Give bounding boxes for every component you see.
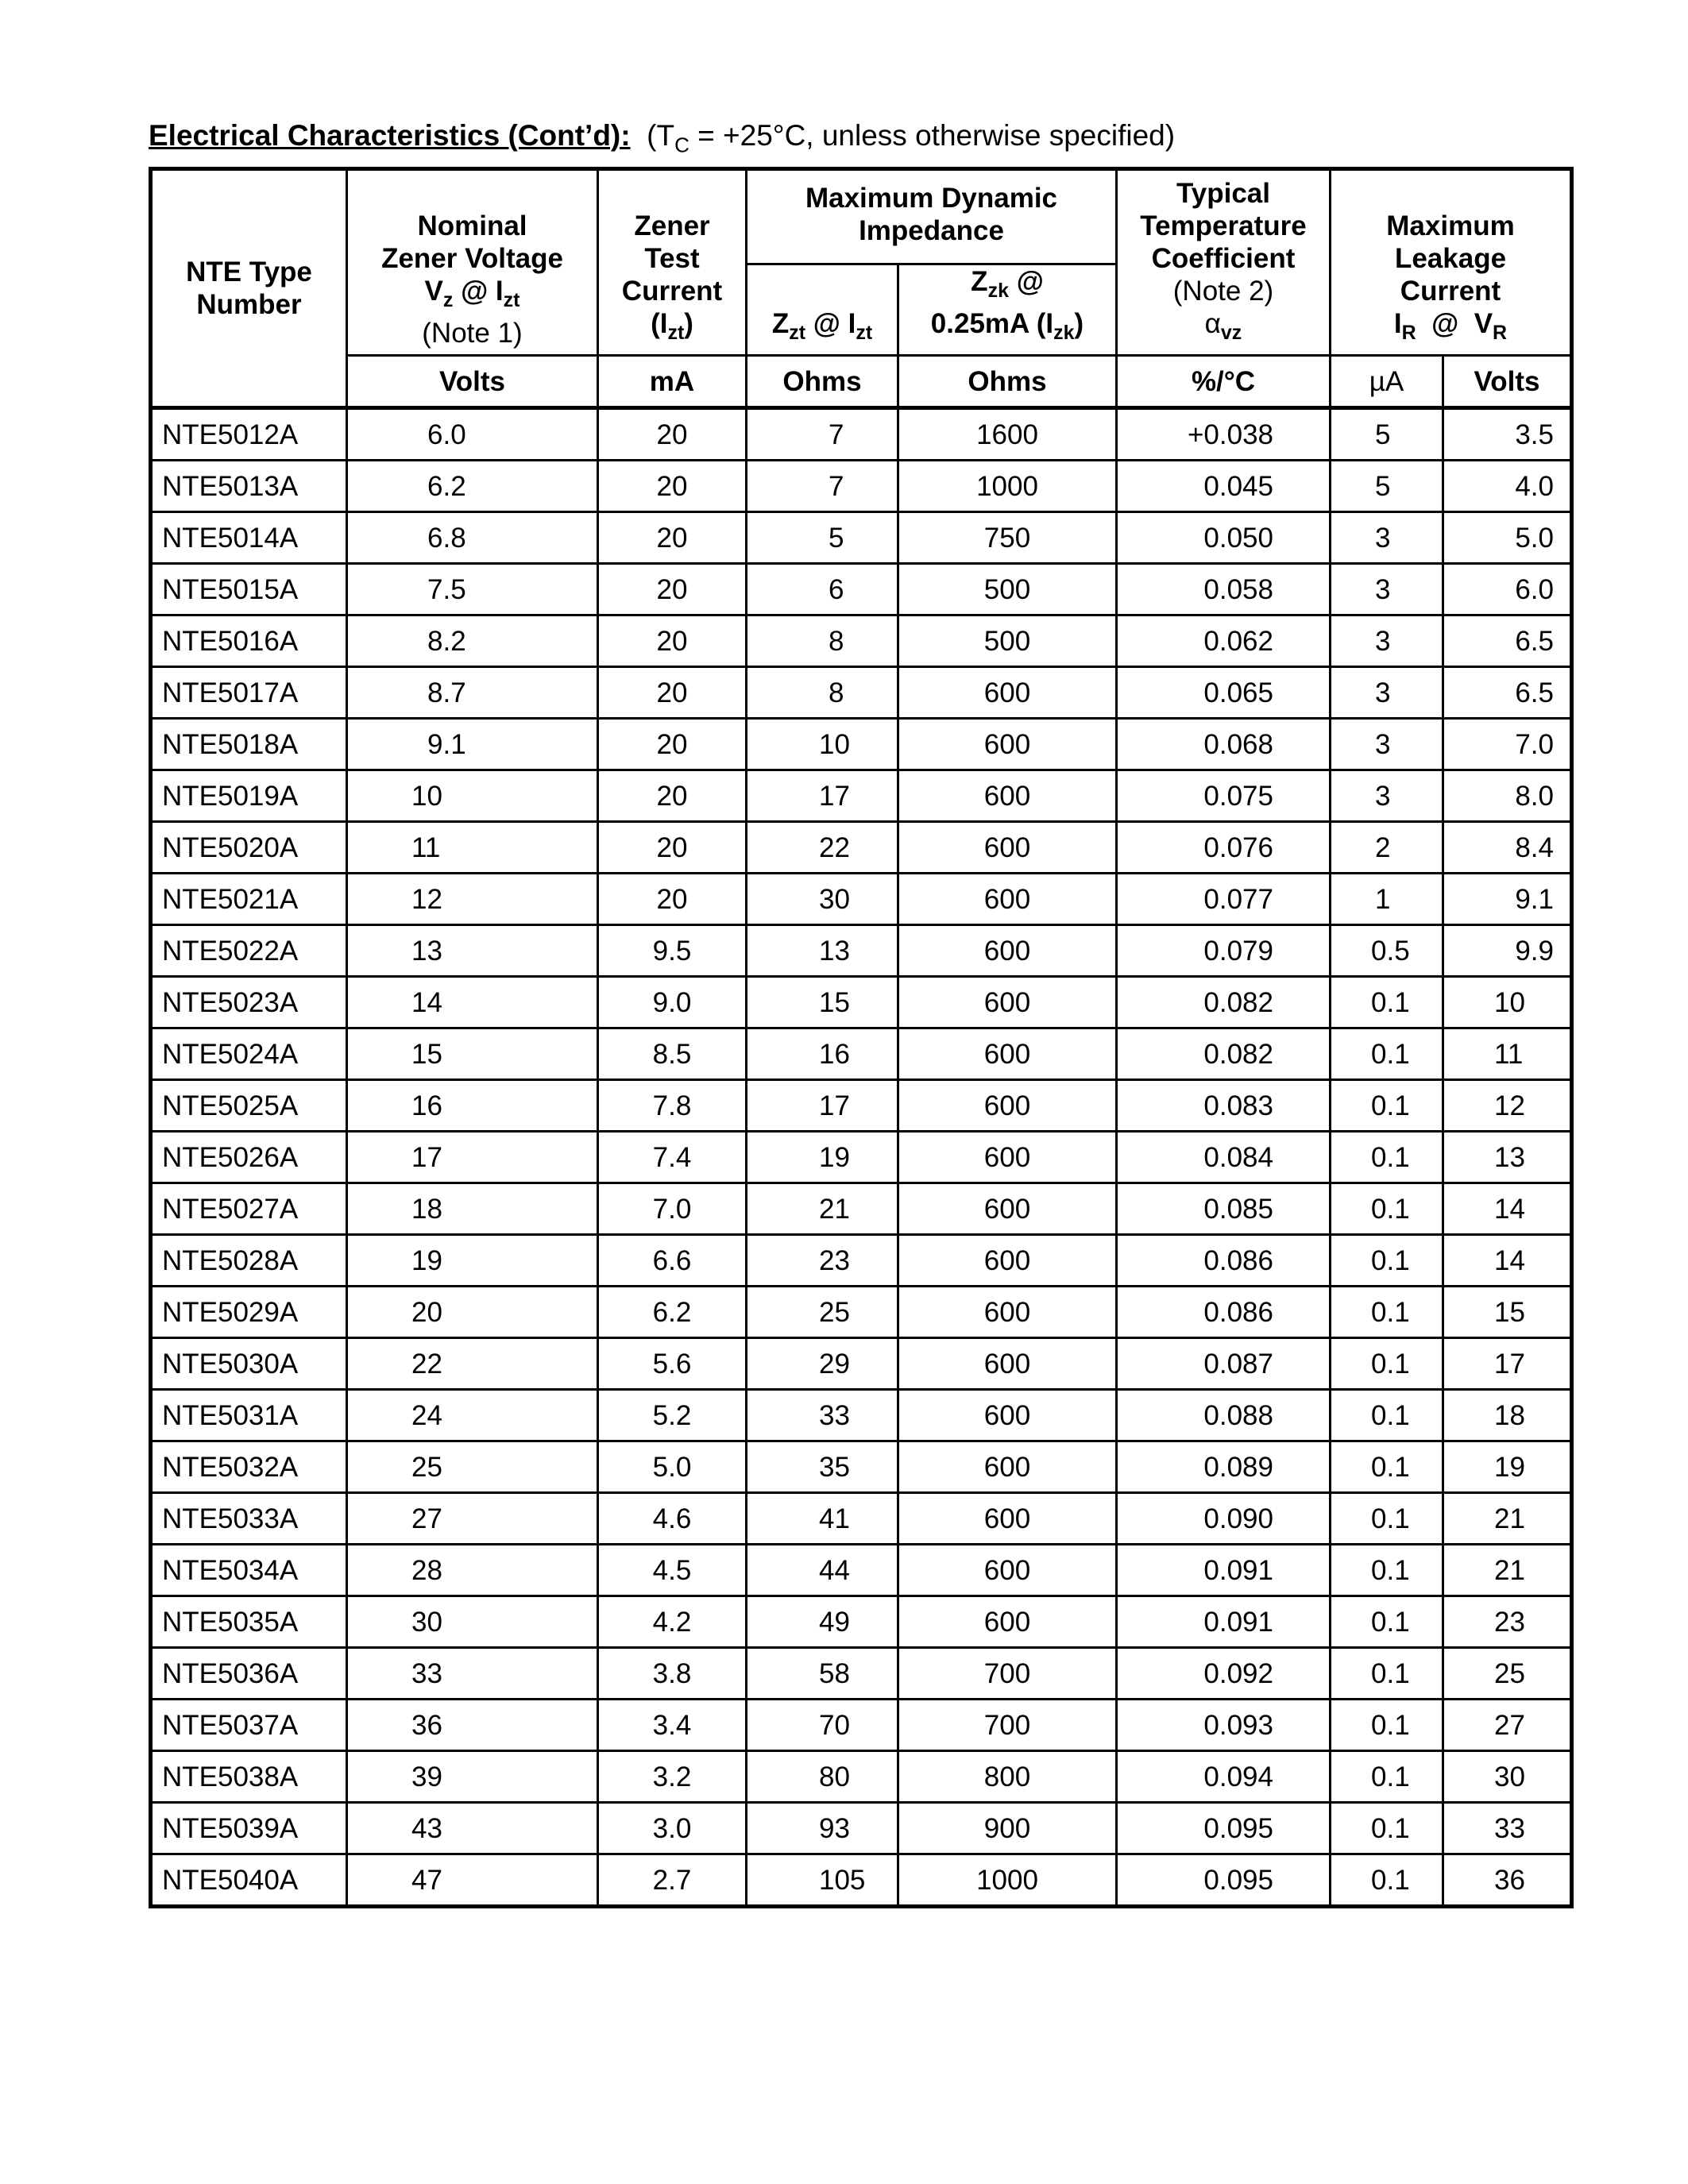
reverse-voltage-cell: 5.0 xyxy=(1443,512,1572,564)
zzt-cell: 21 xyxy=(747,1183,898,1235)
zener-voltage-cell: 24 xyxy=(347,1390,598,1441)
zzk-cell: 600 xyxy=(898,977,1117,1028)
zzt-cell: 17 xyxy=(747,770,898,822)
reverse-voltage-cell: 17 xyxy=(1443,1338,1572,1390)
zzt-cell: 7 xyxy=(747,461,898,512)
temp-coefficient-cell: 0.045 xyxy=(1117,461,1331,512)
table-row xyxy=(151,977,1572,1028)
zzk-cell: 600 xyxy=(898,1183,1117,1235)
unit-ohms: Ohms xyxy=(898,356,1117,408)
zzt-cell: 16 xyxy=(747,1028,898,1080)
header-max-dynamic-impedance: Maximum Dynamic Impedance xyxy=(747,169,1117,264)
zzk-cell: 600 xyxy=(898,1338,1117,1390)
type-number-cell: NTE5030A xyxy=(151,1338,347,1390)
type-number-cell: NTE5016A xyxy=(151,615,347,667)
zener-voltage-cell: 9.1 xyxy=(347,719,598,770)
reverse-voltage-cell: 4.0 xyxy=(1443,461,1572,512)
test-current-cell: 20 xyxy=(598,667,747,719)
leakage-current-cell: 1 xyxy=(1331,874,1443,925)
type-number-cell: NTE5022A xyxy=(151,925,347,977)
zzk-cell: 600 xyxy=(898,1596,1117,1648)
zzk-cell: 600 xyxy=(898,770,1117,822)
unit-volts: Volts xyxy=(347,356,598,408)
zzk-cell: 600 xyxy=(898,1493,1117,1545)
electrical-characteristics-table xyxy=(149,167,1574,1908)
reverse-voltage-cell: 8.4 xyxy=(1443,822,1572,874)
section-heading: Electrical Characteristics (Cont’d): xyxy=(149,119,631,152)
table-row xyxy=(151,1596,1572,1648)
leakage-current-cell: 0.1 xyxy=(1331,1493,1443,1545)
type-number-cell: NTE5017A xyxy=(151,667,347,719)
temp-coefficient-cell: 0.084 xyxy=(1117,1132,1331,1183)
reverse-voltage-cell: 8.0 xyxy=(1443,770,1572,822)
table-row xyxy=(151,1441,1572,1493)
table-row xyxy=(151,1338,1572,1390)
reverse-voltage-cell: 3.5 xyxy=(1443,408,1572,461)
temp-coefficient-cell: 0.050 xyxy=(1117,512,1331,564)
zener-voltage-cell: 33 xyxy=(347,1648,598,1700)
reverse-voltage-cell: 33 xyxy=(1443,1803,1572,1854)
leakage-current-cell: 3 xyxy=(1331,667,1443,719)
zener-voltage-cell: 36 xyxy=(347,1700,598,1751)
test-current-cell: 3.8 xyxy=(598,1648,747,1700)
type-number-cell: NTE5021A xyxy=(151,874,347,925)
table-row xyxy=(151,1751,1572,1803)
test-current-cell: 20 xyxy=(598,719,747,770)
leakage-current-cell: 3 xyxy=(1331,512,1443,564)
type-number-cell: NTE5027A xyxy=(151,1183,347,1235)
zzk-cell: 600 xyxy=(898,925,1117,977)
type-number-cell: NTE5012A xyxy=(151,408,347,461)
test-current-cell: 5.0 xyxy=(598,1441,747,1493)
test-current-cell: 20 xyxy=(598,564,747,615)
test-current-cell: 6.6 xyxy=(598,1235,747,1287)
zzt-cell: 33 xyxy=(747,1390,898,1441)
zzt-cell: 44 xyxy=(747,1545,898,1596)
zzt-cell: 15 xyxy=(747,977,898,1028)
reverse-voltage-cell: 14 xyxy=(1443,1183,1572,1235)
leakage-current-cell: 3 xyxy=(1331,770,1443,822)
table-row xyxy=(151,667,1572,719)
zzt-cell: 7 xyxy=(747,408,898,461)
type-number-cell: NTE5029A xyxy=(151,1287,347,1338)
test-current-cell: 3.4 xyxy=(598,1700,747,1751)
zener-voltage-cell: 30 xyxy=(347,1596,598,1648)
leakage-current-cell: 5 xyxy=(1331,461,1443,512)
reverse-voltage-cell: 36 xyxy=(1443,1854,1572,1907)
zzk-cell: 700 xyxy=(898,1648,1117,1700)
zzt-cell: 13 xyxy=(747,925,898,977)
zzt-cell: 8 xyxy=(747,667,898,719)
temp-coefficient-cell: 0.058 xyxy=(1117,564,1331,615)
leakage-current-cell: 0.1 xyxy=(1331,1648,1443,1700)
temp-coefficient-cell: 0.092 xyxy=(1117,1648,1331,1700)
zzk-cell: 1000 xyxy=(898,461,1117,512)
zener-voltage-cell: 19 xyxy=(347,1235,598,1287)
temp-coefficient-cell: 0.082 xyxy=(1117,977,1331,1028)
temp-coefficient-cell: 0.090 xyxy=(1117,1493,1331,1545)
zzt-cell: 35 xyxy=(747,1441,898,1493)
reverse-voltage-cell: 21 xyxy=(1443,1493,1572,1545)
type-number-cell: NTE5026A xyxy=(151,1132,347,1183)
type-number-cell: NTE5038A xyxy=(151,1751,347,1803)
zzk-cell: 600 xyxy=(898,874,1117,925)
reverse-voltage-cell: 6.5 xyxy=(1443,667,1572,719)
table-row xyxy=(151,874,1572,925)
zener-voltage-cell: 6.0 xyxy=(347,408,598,461)
zzk-cell: 1000 xyxy=(898,1854,1117,1907)
leakage-current-cell: 0.1 xyxy=(1331,1545,1443,1596)
type-number-cell: NTE5033A xyxy=(151,1493,347,1545)
reverse-voltage-cell: 9.1 xyxy=(1443,874,1572,925)
test-current-cell: 3.2 xyxy=(598,1751,747,1803)
zzk-cell: 500 xyxy=(898,615,1117,667)
zener-voltage-cell: 11 xyxy=(347,822,598,874)
table-row xyxy=(151,461,1572,512)
zzt-cell: 23 xyxy=(747,1235,898,1287)
reverse-voltage-cell: 30 xyxy=(1443,1751,1572,1803)
leakage-current-cell: 0.1 xyxy=(1331,1803,1443,1854)
reverse-voltage-cell: 27 xyxy=(1443,1700,1572,1751)
unit-ma: mA xyxy=(598,356,747,408)
zzt-cell: 49 xyxy=(747,1596,898,1648)
zener-voltage-cell: 18 xyxy=(347,1183,598,1235)
temp-coefficient-cell: +0.038 xyxy=(1117,408,1331,461)
temp-coefficient-cell: 0.082 xyxy=(1117,1028,1331,1080)
zener-voltage-cell: 10 xyxy=(347,770,598,822)
leakage-current-cell: 2 xyxy=(1331,822,1443,874)
zzt-cell: 17 xyxy=(747,1080,898,1132)
table-row xyxy=(151,770,1572,822)
temp-coefficient-cell: 0.087 xyxy=(1117,1338,1331,1390)
type-number-cell: NTE5028A xyxy=(151,1235,347,1287)
reverse-voltage-cell: 10 xyxy=(1443,977,1572,1028)
table-row xyxy=(151,822,1572,874)
type-number-cell: NTE5024A xyxy=(151,1028,347,1080)
zzk-cell: 1600 xyxy=(898,408,1117,461)
reverse-voltage-cell: 18 xyxy=(1443,1390,1572,1441)
zzk-cell: 600 xyxy=(898,1028,1117,1080)
leakage-current-cell: 0.1 xyxy=(1331,1080,1443,1132)
zener-voltage-cell: 12 xyxy=(347,874,598,925)
temp-coefficient-cell: 0.083 xyxy=(1117,1080,1331,1132)
type-number-cell: NTE5032A xyxy=(151,1441,347,1493)
type-number-cell: NTE5031A xyxy=(151,1390,347,1441)
zener-voltage-cell: 22 xyxy=(347,1338,598,1390)
header-type-number: NTE Type Number xyxy=(151,169,347,408)
test-current-cell: 20 xyxy=(598,822,747,874)
temp-coefficient-cell: 0.088 xyxy=(1117,1390,1331,1441)
reverse-voltage-cell: 25 xyxy=(1443,1648,1572,1700)
zzk-cell: 600 xyxy=(898,1080,1117,1132)
test-current-cell: 5.2 xyxy=(598,1390,747,1441)
header-zzk: $Z_{zk}$ @ 0.25mA $(I_{zk})$ xyxy=(898,264,1117,356)
leakage-current-cell: 0.5 xyxy=(1331,925,1443,977)
zzk-cell: 600 xyxy=(898,822,1117,874)
zener-voltage-cell: 7.5 xyxy=(347,564,598,615)
zzk-cell: 600 xyxy=(898,1235,1117,1287)
temp-coefficient-cell: 0.077 xyxy=(1117,874,1331,925)
zzk-cell: 600 xyxy=(898,1132,1117,1183)
temp-coefficient-cell: 0.093 xyxy=(1117,1700,1331,1751)
type-number-cell: NTE5018A xyxy=(151,719,347,770)
zzk-cell: 600 xyxy=(898,719,1117,770)
temp-coefficient-cell: 0.095 xyxy=(1117,1854,1331,1907)
test-current-cell: 3.0 xyxy=(598,1803,747,1854)
zzt-cell: 105 xyxy=(747,1854,898,1907)
table-row xyxy=(151,1545,1572,1596)
zzt-cell: 10 xyxy=(747,719,898,770)
table-row xyxy=(151,615,1572,667)
table-row xyxy=(151,1183,1572,1235)
type-number-cell: NTE5040A xyxy=(151,1854,347,1907)
zzk-cell: 600 xyxy=(898,1441,1117,1493)
leakage-current-cell: 0.1 xyxy=(1331,1287,1443,1338)
header-max-leakage-current: Maximum Leakage Current $I_R$ @ $V_R$ xyxy=(1331,169,1572,356)
table-row xyxy=(151,1803,1572,1854)
type-number-cell: NTE5034A xyxy=(151,1545,347,1596)
temp-coefficient-cell: 0.085 xyxy=(1117,1183,1331,1235)
temp-coefficient-cell: 0.091 xyxy=(1117,1545,1331,1596)
type-number-cell: NTE5013A xyxy=(151,461,347,512)
temp-coefficient-cell: 0.095 xyxy=(1117,1803,1331,1854)
zzk-cell: 750 xyxy=(898,512,1117,564)
test-current-cell: 8.5 xyxy=(598,1028,747,1080)
table-row xyxy=(151,1235,1572,1287)
test-current-cell: 5.6 xyxy=(598,1338,747,1390)
table-row xyxy=(151,1854,1572,1907)
temp-coefficient-cell: 0.075 xyxy=(1117,770,1331,822)
zzt-cell: 58 xyxy=(747,1648,898,1700)
zzt-cell: 29 xyxy=(747,1338,898,1390)
type-number-cell: NTE5014A xyxy=(151,512,347,564)
reverse-voltage-cell: 13 xyxy=(1443,1132,1572,1183)
zener-voltage-cell: 8.2 xyxy=(347,615,598,667)
table-row xyxy=(151,1028,1572,1080)
type-number-cell: NTE5015A xyxy=(151,564,347,615)
zener-voltage-cell: 25 xyxy=(347,1441,598,1493)
leakage-current-cell: 0.1 xyxy=(1331,1751,1443,1803)
type-number-cell: NTE5039A xyxy=(151,1803,347,1854)
unit-ohms: Ohms xyxy=(747,356,898,408)
section-title xyxy=(149,119,1175,157)
leakage-current-cell: 0.1 xyxy=(1331,1596,1443,1648)
temp-coefficient-cell: 0.091 xyxy=(1117,1596,1331,1648)
table-row xyxy=(151,1648,1572,1700)
table-row xyxy=(151,719,1572,770)
type-number-cell: NTE5035A xyxy=(151,1596,347,1648)
zzt-cell: 5 xyxy=(747,512,898,564)
leakage-current-cell: 0.1 xyxy=(1331,1441,1443,1493)
test-current-cell: 20 xyxy=(598,874,747,925)
zener-voltage-cell: 6.8 xyxy=(347,512,598,564)
reverse-voltage-cell: 6.0 xyxy=(1443,564,1572,615)
temp-coefficient-cell: 0.079 xyxy=(1117,925,1331,977)
zener-voltage-cell: 8.7 xyxy=(347,667,598,719)
zener-voltage-cell: 27 xyxy=(347,1493,598,1545)
test-current-cell: 4.5 xyxy=(598,1545,747,1596)
table-row xyxy=(151,1132,1572,1183)
test-current-cell: 6.2 xyxy=(598,1287,747,1338)
unit-microamp: µA xyxy=(1331,356,1443,408)
zener-voltage-cell: 16 xyxy=(347,1080,598,1132)
table-row xyxy=(151,1390,1572,1441)
zzt-cell: 70 xyxy=(747,1700,898,1751)
leakage-current-cell: 0.1 xyxy=(1331,1028,1443,1080)
header-nominal-zener-voltage: Nominal Zener Voltage $V_z$ @ $I_{zt}$ (Note 1) xyxy=(347,169,598,356)
reverse-voltage-cell: 23 xyxy=(1443,1596,1572,1648)
leakage-current-cell: 0.1 xyxy=(1331,1235,1443,1287)
table-row xyxy=(151,564,1572,615)
reverse-voltage-cell: 15 xyxy=(1443,1287,1572,1338)
leakage-current-cell: 0.1 xyxy=(1331,1700,1443,1751)
header-temperature-coefficient: Typical Temperature Coefficient (Note 2) $\alpha_{vz}$ xyxy=(1117,169,1331,356)
zzk-cell: 600 xyxy=(898,1545,1117,1596)
zzk-cell: 800 xyxy=(898,1751,1117,1803)
zener-voltage-cell: 14 xyxy=(347,977,598,1028)
type-number-cell: NTE5036A xyxy=(151,1648,347,1700)
zzt-cell: 30 xyxy=(747,874,898,925)
temp-coefficient-cell: 0.086 xyxy=(1117,1235,1331,1287)
test-current-cell: 9.5 xyxy=(598,925,747,977)
leakage-current-cell: 3 xyxy=(1331,719,1443,770)
zzt-cell: 80 xyxy=(747,1751,898,1803)
test-current-cell: 20 xyxy=(598,408,747,461)
zzt-cell: 8 xyxy=(747,615,898,667)
reverse-voltage-cell: 14 xyxy=(1443,1235,1572,1287)
table-row xyxy=(151,1700,1572,1751)
test-current-cell: 20 xyxy=(598,461,747,512)
temp-coefficient-cell: 0.062 xyxy=(1117,615,1331,667)
table-row xyxy=(151,408,1572,461)
zzt-cell: 6 xyxy=(747,564,898,615)
zener-voltage-cell: 43 xyxy=(347,1803,598,1854)
test-condition: ($T_C = +25^\circ C$, unless otherwise specified) xyxy=(647,119,1176,157)
zzk-cell: 600 xyxy=(898,1287,1117,1338)
leakage-current-cell: 0.1 xyxy=(1331,1183,1443,1235)
leakage-current-cell: 3 xyxy=(1331,615,1443,667)
test-current-cell: 7.0 xyxy=(598,1183,747,1235)
zzk-cell: 600 xyxy=(898,1390,1117,1441)
table-row xyxy=(151,1493,1572,1545)
type-number-cell: NTE5023A xyxy=(151,977,347,1028)
temp-coefficient-cell: 0.068 xyxy=(1117,719,1331,770)
temp-coefficient-cell: 0.076 xyxy=(1117,822,1331,874)
reverse-voltage-cell: 11 xyxy=(1443,1028,1572,1080)
leakage-current-cell: 3 xyxy=(1331,564,1443,615)
test-current-cell: 4.6 xyxy=(598,1493,747,1545)
test-current-cell: 4.2 xyxy=(598,1596,747,1648)
type-number-cell: NTE5037A xyxy=(151,1700,347,1751)
type-number-cell: NTE5019A xyxy=(151,770,347,822)
header-zener-test-current: Zener Test Current $(I_{zt})$ xyxy=(598,169,747,356)
table-row xyxy=(151,1287,1572,1338)
reverse-voltage-cell: 9.9 xyxy=(1443,925,1572,977)
temp-coefficient-cell: 0.086 xyxy=(1117,1287,1331,1338)
type-number-cell: NTE5025A xyxy=(151,1080,347,1132)
reverse-voltage-cell: 7.0 xyxy=(1443,719,1572,770)
header-zzt: $Z_{zt}$ @ $I_{zt}$ xyxy=(747,264,898,356)
test-current-cell: 20 xyxy=(598,512,747,564)
table-row xyxy=(151,925,1572,977)
zzk-cell: 700 xyxy=(898,1700,1117,1751)
reverse-voltage-cell: 6.5 xyxy=(1443,615,1572,667)
type-number-cell: NTE5020A xyxy=(151,822,347,874)
leakage-current-cell: 0.1 xyxy=(1331,1854,1443,1907)
unit-volts: Volts xyxy=(1443,356,1572,408)
zzt-cell: 22 xyxy=(747,822,898,874)
test-current-cell: 20 xyxy=(598,615,747,667)
leakage-current-cell: 0.1 xyxy=(1331,1132,1443,1183)
test-current-cell: 9.0 xyxy=(598,977,747,1028)
zener-voltage-cell: 28 xyxy=(347,1545,598,1596)
table-body xyxy=(151,408,1572,1907)
zzk-cell: 600 xyxy=(898,667,1117,719)
zzt-cell: 41 xyxy=(747,1493,898,1545)
zzt-cell: 25 xyxy=(747,1287,898,1338)
table-row xyxy=(151,512,1572,564)
test-current-cell: 7.4 xyxy=(598,1132,747,1183)
zener-voltage-cell: 20 xyxy=(347,1287,598,1338)
zener-voltage-cell: 17 xyxy=(347,1132,598,1183)
temp-coefficient-cell: 0.094 xyxy=(1117,1751,1331,1803)
temp-coefficient-cell: 0.089 xyxy=(1117,1441,1331,1493)
zzt-cell: 19 xyxy=(747,1132,898,1183)
test-current-cell: 2.7 xyxy=(598,1854,747,1907)
reverse-voltage-cell: 21 xyxy=(1443,1545,1572,1596)
leakage-current-cell: 0.1 xyxy=(1331,1390,1443,1441)
temp-coefficient-cell: 0.065 xyxy=(1117,667,1331,719)
zener-voltage-cell: 39 xyxy=(347,1751,598,1803)
leakage-current-cell: 0.1 xyxy=(1331,1338,1443,1390)
unit-percent-per-c: %/°C xyxy=(1117,356,1331,408)
zener-voltage-cell: 47 xyxy=(347,1854,598,1907)
leakage-current-cell: 5 xyxy=(1331,408,1443,461)
zzk-cell: 500 xyxy=(898,564,1117,615)
test-current-cell: 7.8 xyxy=(598,1080,747,1132)
test-current-cell: 20 xyxy=(598,770,747,822)
table-row xyxy=(151,1080,1572,1132)
reverse-voltage-cell: 19 xyxy=(1443,1441,1572,1493)
reverse-voltage-cell: 12 xyxy=(1443,1080,1572,1132)
zener-voltage-cell: 13 xyxy=(347,925,598,977)
zzk-cell: 900 xyxy=(898,1803,1117,1854)
leakage-current-cell: 0.1 xyxy=(1331,977,1443,1028)
zzt-cell: 93 xyxy=(747,1803,898,1854)
zener-voltage-cell: 6.2 xyxy=(347,461,598,512)
zener-voltage-cell: 15 xyxy=(347,1028,598,1080)
